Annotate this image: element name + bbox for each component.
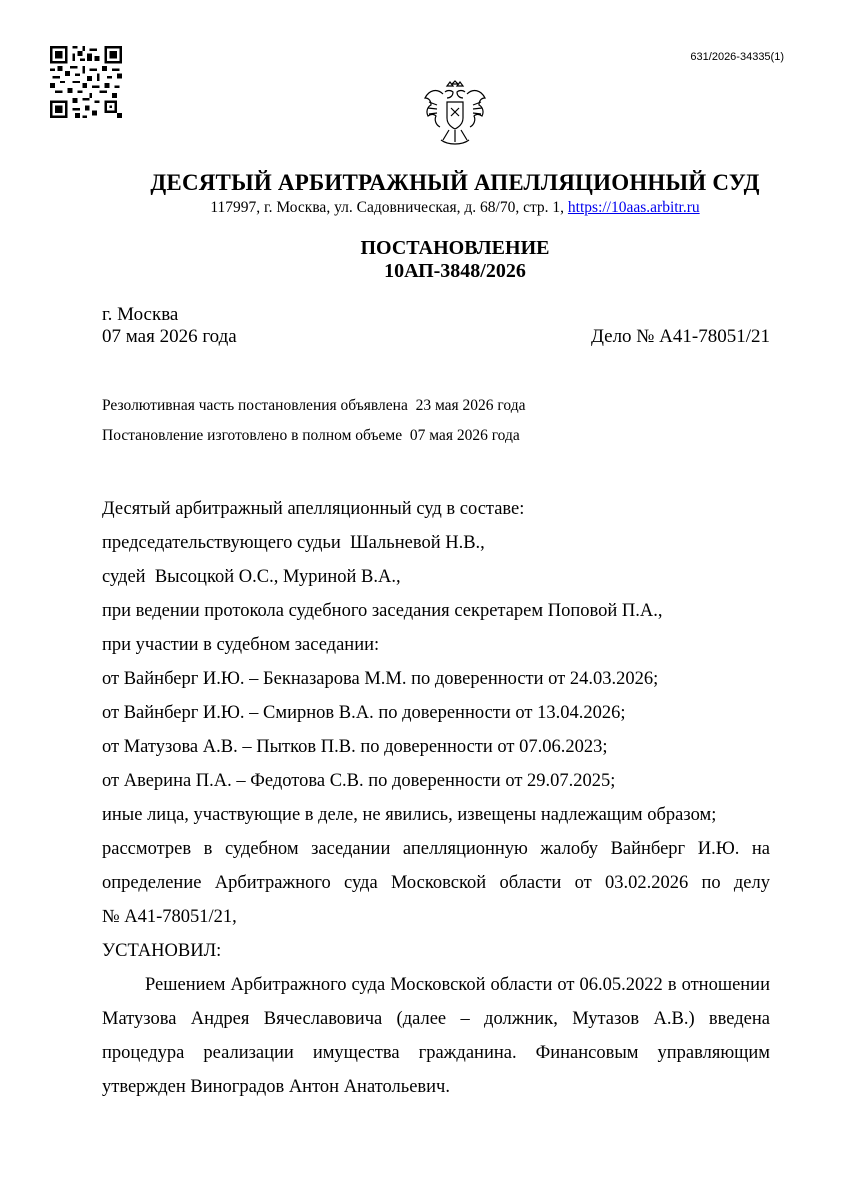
body-line: Десятый арбитражный апелляционный суд в составе: bbox=[102, 499, 525, 519]
body-line: при ведении протокола судебного заседания секретарем Поповой П.А., bbox=[102, 601, 663, 621]
body-line: от Вайнберг И.Ю. – Смирнов В.А. по доверенности от 13.04.2026; bbox=[102, 703, 626, 723]
document-id: 631/2026-34335(1) bbox=[690, 51, 784, 63]
decision-line: процедура реализации имущества гражданина. Финансовым управляющим bbox=[102, 1043, 770, 1063]
document-number: 10АП-3848/2026 bbox=[384, 260, 526, 282]
court-address bbox=[0, 199, 850, 217]
body-line: от Матузова А.В. – Пытков П.В. по доверенности от 07.06.2023; bbox=[102, 737, 608, 757]
court-name: ДЕСЯТЫЙ АРБИТРАЖНЫЙ АПЕЛЛЯЦИОННЫЙ СУД bbox=[150, 170, 760, 195]
decision-line: Матузова Андрея Вячеславовича (далее – должник, Мутазов А.В.) введена bbox=[102, 1009, 770, 1029]
body-line: от Вайнберг И.Ю. – Бекназарова М.М. по доверенности от 24.03.2026; bbox=[102, 669, 659, 689]
appeal-line: рассмотрев в судебном заседании апелляционную жалобу Вайнберг И.Ю. на bbox=[102, 839, 770, 859]
city: г. Москва bbox=[102, 304, 179, 325]
body-line: председательствующего судьи Шальневой Н.В., bbox=[102, 533, 485, 553]
emblem-icon bbox=[423, 80, 487, 148]
body-line: при участии в судебном заседании: bbox=[102, 635, 380, 655]
court-website-link[interactable]: https://10aas.arbitr.ru bbox=[567, 199, 700, 216]
produced-date: Постановление изготовлено в полном объеме 07 мая 2026 года bbox=[102, 427, 520, 444]
decision-line: Решением Арбитражного суда Московской области от 06.05.2022 в отношении bbox=[145, 975, 770, 995]
appeal-line: № А41-78051/21, bbox=[102, 907, 237, 927]
document-date: 07 мая 2026 года bbox=[102, 326, 237, 347]
decision-line: утвержден Виноградов Антон Анатольевич. bbox=[102, 1077, 450, 1097]
case-number: Дело № А41-78051/21 bbox=[590, 326, 770, 347]
established-heading: УСТАНОВИЛ: bbox=[102, 941, 222, 961]
body-line: судей Высоцкой О.С., Муриной В.А., bbox=[102, 567, 401, 587]
appeal-line: определение Арбитражного суда Московской области от 03.02.2026 по делу bbox=[102, 873, 770, 893]
court-composition bbox=[102, 492, 770, 1104]
body-line: иные лица, участвующие в деле, не явились, извещены надлежащим образом; bbox=[102, 805, 717, 825]
announced-date: Резолютивная часть постановления объявлена 23 мая 2026 года bbox=[102, 397, 526, 414]
document-type: ПОСТАНОВЛЕНИЕ bbox=[360, 237, 550, 259]
court-address-text: 117997, г. Москва, ул. Садовническая, д. 68/70, стр. 1, bbox=[210, 199, 568, 216]
qr-code bbox=[50, 46, 122, 118]
body-line: от Аверина П.А. – Федотова С.В. по доверенности от 29.07.2025; bbox=[102, 771, 616, 791]
